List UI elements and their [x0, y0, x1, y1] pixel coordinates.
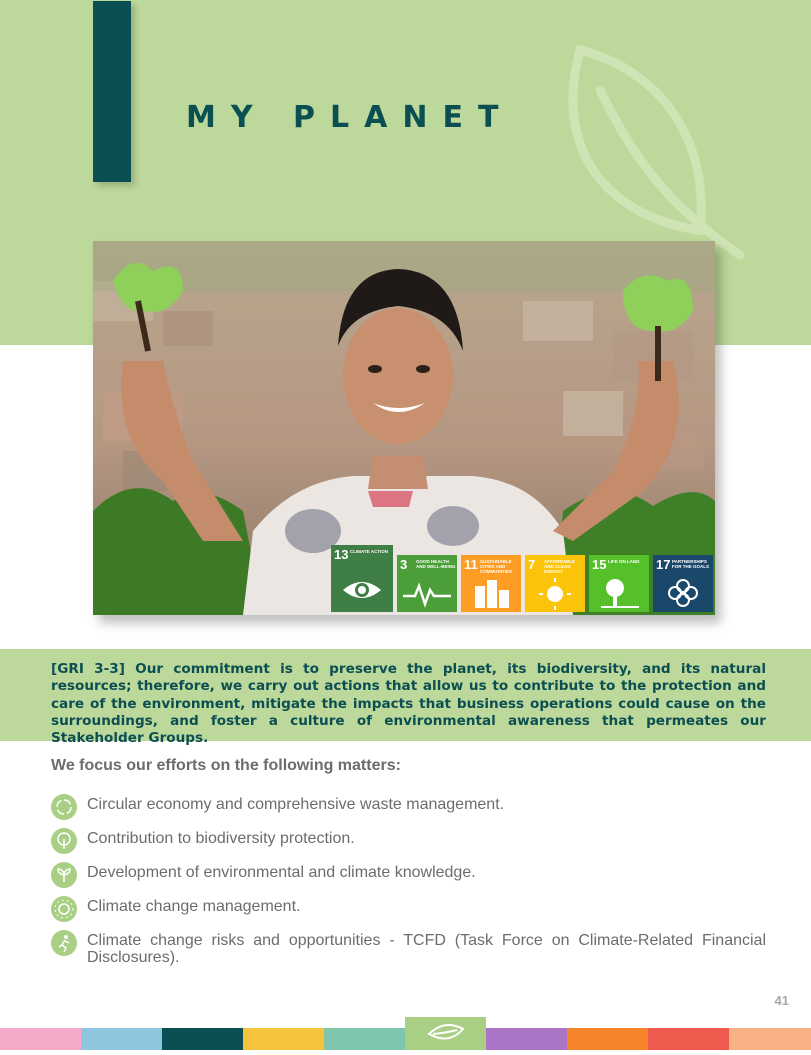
recycle-icon — [51, 794, 77, 820]
footer-segment — [162, 1028, 243, 1050]
hero-photo — [93, 241, 715, 615]
focus-list — [51, 792, 766, 966]
sdg-label: GOOD HEALTH AND WELL-BEING — [416, 559, 456, 569]
sdg-label: CLIMATE ACTION — [350, 549, 388, 554]
footer-segment — [729, 1028, 811, 1050]
runner-icon — [51, 930, 77, 956]
page-number: 41 — [774, 993, 789, 1008]
sdg-number: 11 — [464, 557, 478, 572]
list-item — [51, 932, 766, 966]
sdg-label: AFFORDABLE AND CLEAN ENERGY — [544, 559, 575, 574]
footer-segment — [567, 1028, 648, 1050]
focus-heading: We focus our efforts on the following matters: — [51, 757, 401, 774]
footer-segment — [0, 1028, 81, 1050]
list-item-label: Climate change risks and opportunities - TCFD (Task Force on Climate-Related Financial Disclosures). — [87, 932, 766, 966]
footer-segment — [81, 1028, 162, 1050]
footer-segment — [243, 1028, 324, 1050]
list-item-label: Contribution to biodiversity protection. — [87, 830, 355, 847]
sdg-badge-15 — [589, 555, 649, 612]
sdg-label: LIFE ON LAND — [608, 559, 640, 564]
sdg-number: 15 — [592, 557, 607, 572]
sdg-badge-3 — [397, 555, 457, 612]
title-accent-bar — [93, 1, 131, 182]
sdg-badge-7 — [525, 555, 585, 612]
sdg-badge-13 — [331, 545, 393, 612]
heartbeat-icon — [397, 576, 457, 610]
sdg-badge-11 — [461, 555, 521, 612]
commitment-statement: [GRI 3-3] Our commitment is to preserve the planet, its biodiversity, and its natural resources; therefore, we carry out actions that allow us to contribute to the protection and care of the environment, mitigate the impacts that business operations could cause on the surroundings, and foster a culture of environmental awareness that permeates our Stakeholder Groups. — [51, 661, 766, 747]
tree-icon — [51, 828, 77, 854]
list-item-label: Development of environmental and climate knowledge. — [87, 864, 476, 881]
city-icon — [461, 576, 521, 610]
sdg-number: 17 — [656, 557, 671, 572]
list-item — [51, 864, 766, 881]
list-item — [51, 830, 766, 847]
list-item-label: Circular economy and comprehensive waste management. — [87, 796, 505, 813]
list-item — [51, 898, 766, 915]
sdg-number: 7 — [528, 557, 536, 572]
flower-icon — [653, 576, 713, 610]
sdg-number: 13 — [334, 547, 349, 562]
list-item-label: Climate change management. — [87, 898, 301, 915]
tree-icon — [589, 576, 649, 610]
sdg-label: SUSTAINABLE CITIES AND COMMUNITIES — [480, 559, 512, 574]
footer-leaf-tab — [405, 1017, 486, 1050]
sdg-badge-17 — [653, 555, 713, 612]
leaf-icon — [405, 1017, 486, 1050]
sdg-number: 3 — [400, 557, 408, 572]
footer-segment — [324, 1028, 405, 1050]
sun-icon — [51, 896, 77, 922]
footer-segment — [648, 1028, 729, 1050]
page-title: MY PLANET — [186, 100, 514, 135]
eye-globe-icon — [331, 570, 393, 610]
sun-icon — [525, 576, 585, 610]
list-item — [51, 796, 766, 813]
leaf-decoration-icon — [540, 30, 760, 270]
sdg-label: PARTNERSHIPS FOR THE GOALS — [672, 559, 709, 569]
footer-segment — [486, 1028, 567, 1050]
plant-icon — [51, 862, 77, 888]
